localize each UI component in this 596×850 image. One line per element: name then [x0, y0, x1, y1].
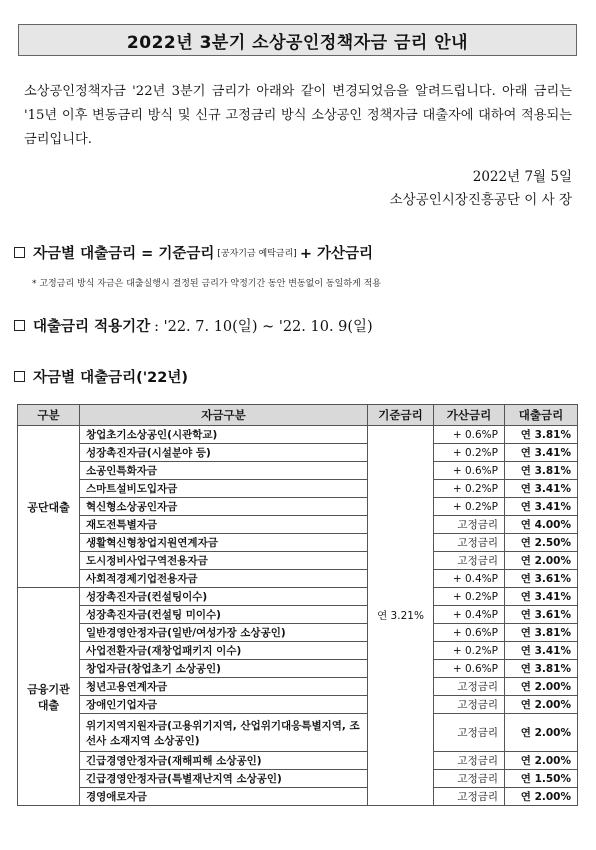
issuer: 소상공인시장진흥공단 이 사 장 [389, 192, 572, 208]
loan-rate-cell: 연 2.00% [505, 678, 578, 696]
add-rate-cell: 고정금리 [434, 516, 505, 534]
table-row [18, 498, 578, 516]
add-rate-cell: 고정금리 [434, 752, 505, 770]
fund-name-cell: 긴급경영안정자금(특별재난지역 소상공인) [80, 770, 368, 788]
header-base-rate: 기준금리 [368, 405, 434, 426]
loan-rate-cell: 연 3.41% [505, 588, 578, 606]
table-row [18, 534, 578, 552]
loan-rate-cell: 연 2.00% [505, 696, 578, 714]
add-rate-cell: + 0.6%P [434, 624, 505, 642]
fund-name-cell: 소공인특화자금 [80, 462, 368, 480]
add-rate-cell: + 0.6%P [434, 426, 505, 444]
add-rate-cell: 고정금리 [434, 714, 505, 752]
table-row [18, 570, 578, 588]
section-period [14, 315, 373, 336]
intro-paragraph: 소상공인정책자금 '22년 3분기 금리가 아래와 같이 변경되었음을 알려드립니다. 아래 금리는 '15년 이후 변동금리 방식 및 신규 고정금리 방식 소상공인 정책자금 대출자에 대하여 적용되는 금리입니다. [24, 84, 572, 147]
table-row [18, 552, 578, 570]
table-row [18, 426, 578, 444]
fund-name-cell: 경영애로자금 [80, 788, 368, 806]
add-rate-cell: + 0.2%P [434, 480, 505, 498]
section-title: 자금별 대출금리('22년) [33, 370, 188, 386]
add-rate-cell: 고정금리 [434, 678, 505, 696]
checkbox-bullet-icon [14, 371, 25, 382]
header-loan-rate: 대출금리 [505, 405, 578, 426]
section-title-small: [공자기금 예탁금리] [217, 249, 297, 259]
base-rate-cell: 연 3.21% [368, 426, 434, 806]
loan-rate-cell: 연 3.41% [505, 642, 578, 660]
loan-rate-cell: 연 3.61% [505, 606, 578, 624]
loan-rate-cell: 연 2.00% [505, 752, 578, 770]
loan-rate-cell: 연 2.00% [505, 552, 578, 570]
loan-rate-cell: 연 2.00% [505, 714, 578, 752]
add-rate-cell: + 0.6%P [434, 462, 505, 480]
add-rate-cell: 고정금리 [434, 534, 505, 552]
header-fund: 자금구분 [80, 405, 368, 426]
announcement-date: 2022년 7월 5일 [472, 169, 572, 185]
loan-rate-cell: 연 3.81% [505, 462, 578, 480]
add-rate-cell: 고정금리 [434, 770, 505, 788]
fund-name-cell: 청년고용연계자금 [80, 678, 368, 696]
loan-rate-cell: 연 4.00% [505, 516, 578, 534]
table-row [18, 770, 578, 788]
table-row [18, 714, 578, 752]
loan-rate-cell: 연 3.61% [505, 570, 578, 588]
fund-name-cell: 도시정비사업구역전용자금 [80, 552, 368, 570]
add-rate-cell: + 0.2%P [434, 444, 505, 462]
table-row [18, 660, 578, 678]
fund-name-cell: 일반경영안정자금(일반/여성가장 소상공인) [80, 624, 368, 642]
loan-rate-cell: 연 1.50% [505, 770, 578, 788]
add-rate-cell: 고정금리 [434, 552, 505, 570]
add-rate-cell: + 0.2%P [434, 642, 505, 660]
loan-rate-cell: 연 3.81% [505, 660, 578, 678]
add-rate-cell: + 0.4%P [434, 606, 505, 624]
table-row [18, 480, 578, 498]
table-row [18, 624, 578, 642]
loan-rate-cell: 연 3.81% [505, 624, 578, 642]
header-category: 구분 [18, 405, 80, 426]
table-row [18, 642, 578, 660]
loan-rate-cell: 연 3.41% [505, 480, 578, 498]
fund-name-cell: 재도전특별자금 [80, 516, 368, 534]
table-row [18, 516, 578, 534]
table-row [18, 696, 578, 714]
loan-rate-cell: 연 3.81% [505, 426, 578, 444]
table-body [18, 426, 578, 806]
add-rate-cell: + 0.4%P [434, 570, 505, 588]
loan-rate-cell: 연 3.41% [505, 444, 578, 462]
add-rate-cell: 고정금리 [434, 788, 505, 806]
table-row [18, 678, 578, 696]
fund-name-cell: 성장촉진자금(시설분야 등) [80, 444, 368, 462]
table-row [18, 606, 578, 624]
checkbox-bullet-icon [14, 247, 25, 258]
header-add-rate: 가산금리 [434, 405, 505, 426]
fund-name-cell: 혁신형소상공인자금 [80, 498, 368, 516]
section-rates-table [14, 366, 188, 387]
category-cell: 금융기관 대출 [18, 588, 80, 806]
category-cell: 공단대출 [18, 426, 80, 588]
fund-name-cell: 성장촉진자금(컨설팅 미이수) [80, 606, 368, 624]
section-title: 자금별 대출금리 = 기준금리 [33, 246, 215, 262]
table-header-row [18, 405, 578, 426]
table-row [18, 462, 578, 480]
fund-name-cell: 긴급경영안정자금(재해피해 소상공인) [80, 752, 368, 770]
fund-name-cell: 창업초기소상공인(시관학교) [80, 426, 368, 444]
loan-rate-cell: 연 2.50% [505, 534, 578, 552]
fund-name-cell: 성장촉진자금(컨설팅이수) [80, 588, 368, 606]
checkbox-bullet-icon [14, 320, 25, 331]
add-rate-cell: 고정금리 [434, 696, 505, 714]
fund-name-cell: 생활혁신형창업지원연계자금 [80, 534, 368, 552]
loan-rate-cell: 연 2.00% [505, 788, 578, 806]
table-row [18, 752, 578, 770]
fund-name-cell: 장애인기업자금 [80, 696, 368, 714]
period-value: : '22. 7. 10(일) ~ '22. 10. 9(일) [154, 319, 373, 335]
section-loan-rate-formula [14, 242, 373, 263]
add-rate-cell: + 0.2%P [434, 588, 505, 606]
fund-name-cell: 스마트설비도입자금 [80, 480, 368, 498]
table-row [18, 444, 578, 462]
fund-name-cell: 사업전환자금(재창업패키지 이수) [80, 642, 368, 660]
fund-name-cell: 사회적경제기업전용자금 [80, 570, 368, 588]
section-title-tail: + 가산금리 [299, 246, 374, 262]
loan-rate-cell: 연 3.41% [505, 498, 578, 516]
table-row [18, 788, 578, 806]
rates-table [17, 404, 578, 806]
add-rate-cell: + 0.2%P [434, 498, 505, 516]
fixed-rate-note: * 고정금리 방식 자금은 대출실행시 결정된 금리가 약정기간 동안 변동없이 동일하게 적용 [32, 279, 381, 289]
fund-name-cell: 창업자금(창업초기 소상공인) [80, 660, 368, 678]
page-title: 2022년 3분기 소상공인정책자금 금리 안내 [18, 24, 577, 56]
add-rate-cell: + 0.6%P [434, 660, 505, 678]
section-title: 대출금리 적용기간 [33, 319, 151, 335]
table-row [18, 588, 578, 606]
fund-name-cell: 위기지역지원자금(고용위기지역, 산업위기대응특별지역, 조선사 소재지역 소상공인) [80, 714, 368, 752]
